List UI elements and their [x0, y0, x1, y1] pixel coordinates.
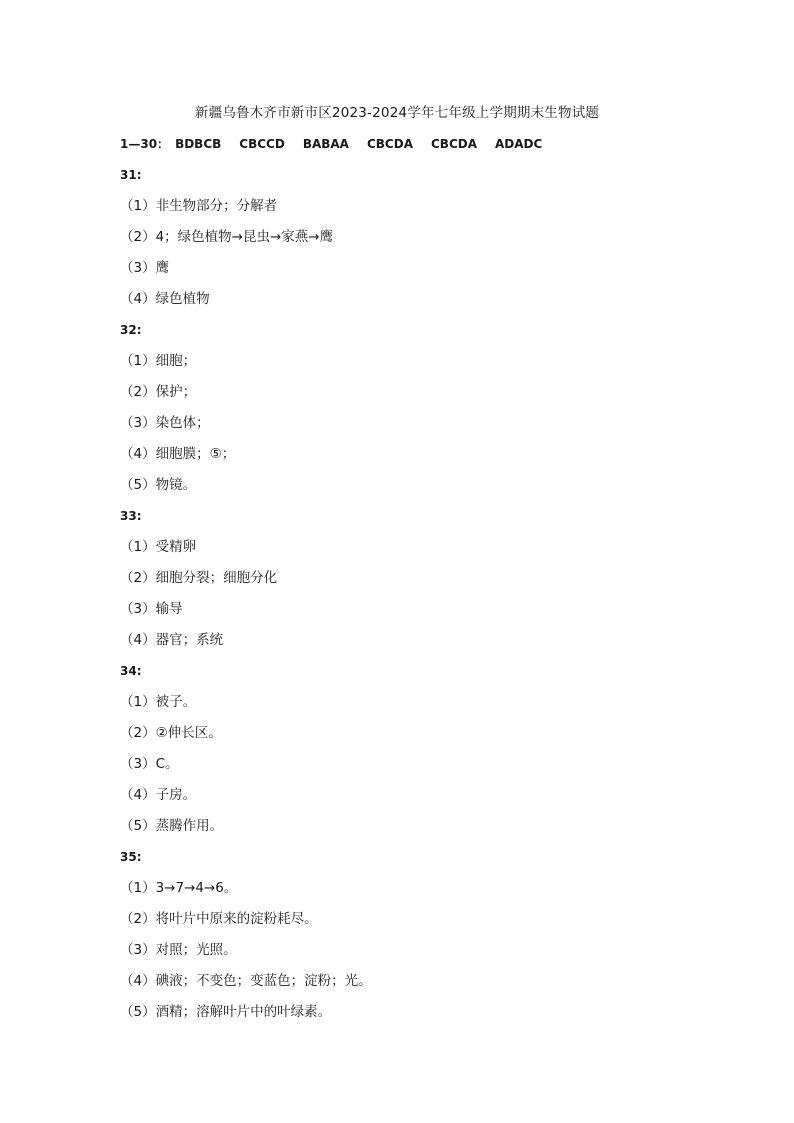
answer-line: （1）非生物部分；分解者	[120, 198, 278, 214]
answer-line: （3）对照；光照。	[120, 942, 237, 958]
answer-line: （3）输导	[120, 601, 183, 617]
question-number: 34:	[120, 664, 142, 678]
question-number: 35:	[120, 850, 142, 864]
answer-line: （2）将叶片中原来的淀粉耗尽。	[120, 911, 318, 927]
multiple-choice-answer-key	[120, 134, 720, 165]
question-number: 31:	[120, 168, 142, 182]
answer-line: （1）受精卵	[120, 539, 197, 555]
question-number: 32:	[120, 323, 142, 337]
document-title: 新疆乌鲁木齐市新市区2023-2024学年七年级上学期期末生物试题	[194, 105, 600, 121]
answer-line: （5）物镜。	[120, 477, 197, 493]
question-number: 33:	[120, 509, 142, 523]
answer-line: （3）鹰	[120, 260, 170, 276]
answer-group: BDBCB	[175, 137, 222, 151]
answer-group: CBCDA	[366, 137, 413, 151]
answer-line: （1）被子。	[120, 694, 197, 710]
answer-key-range: 1—30：	[120, 137, 170, 151]
answer-line: （1）细胞；	[120, 353, 197, 369]
answer-line: （2）②伸长区。	[120, 725, 222, 741]
answer-line: （4）细胞膜；⑤；	[120, 446, 236, 462]
answer-group: CBCCD	[239, 137, 285, 151]
answer-group: CBCDA	[430, 137, 477, 151]
answer-content	[120, 134, 720, 1033]
answer-line: （4）器官；系统	[120, 632, 224, 648]
answer-line: （3）染色体；	[120, 415, 210, 431]
answer-group: BABAA	[302, 137, 349, 151]
answer-line: （5）蒸腾作用。	[120, 818, 224, 834]
answer-line: （2）细胞分裂；细胞分化	[120, 570, 278, 586]
answer-line: （4）绿色植物	[120, 291, 210, 307]
answer-line: （4）子房。	[120, 787, 197, 803]
answer-line: （4）碘液；不变色；变蓝色；淀粉；光。	[120, 973, 372, 989]
answer-line: （5）酒精；溶解叶片中的叶绿素。	[120, 1004, 332, 1020]
answer-line: （2）4；绿色植物→昆虫→家燕→鹰	[120, 229, 334, 245]
answer-line: （3）C。	[120, 756, 179, 772]
answer-line: （1）3→7→4→6。	[120, 880, 238, 896]
answer-line: （2）保护；	[120, 384, 197, 400]
answer-group: ADADC	[495, 137, 543, 151]
